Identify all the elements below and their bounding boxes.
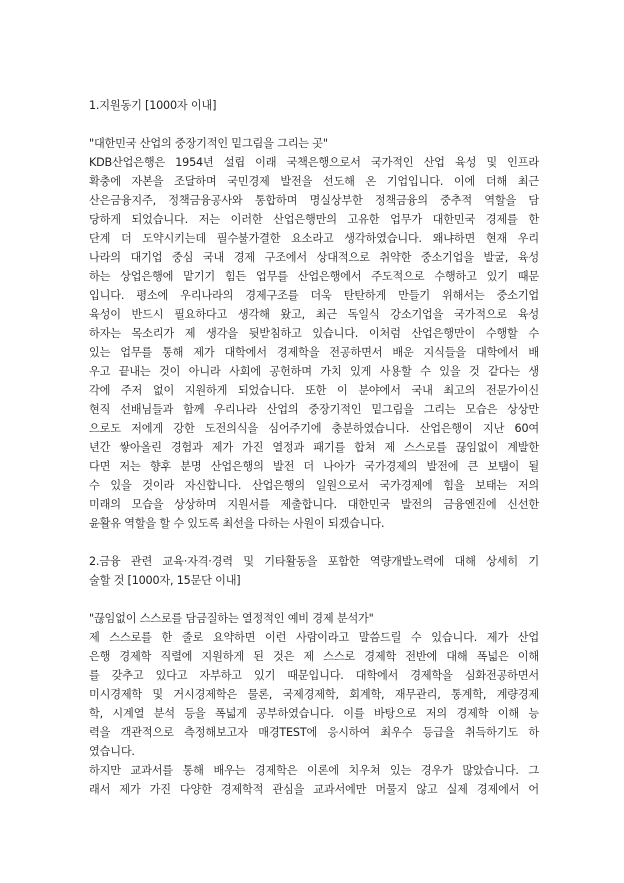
section2-heading: 술할 것 [1000자, 15문단 이내]: [89, 574, 241, 587]
paragraph-line: 윤활유 역할을 할 수 있도록 최선을 다하는 사원이 되겠습니다.: [89, 517, 385, 530]
section1-paragraph: [89, 153, 539, 533]
section2-heading: 2.금융 관련 교육·자격·경력 및 기타활동을 포함한 역량개발노력에 대해 상세히 기: [89, 555, 539, 568]
paragraph-line: 제 스스로를 한 줄로 요약하면 이런 사람이라고 말씀드릴 수 있습니다. 제가 산업: [89, 631, 539, 644]
section2-paragraph-1: [89, 628, 539, 761]
paragraph-line: 으로도 저에게 강한 도전의식을 심어주기에 충분하였습니다. 산업은행이 지난 60여: [89, 422, 539, 435]
paragraph-line: 확충에 자본을 조달하며 국민경제 발전을 선도해 온 기업입니다. 이에 더해 최근: [89, 175, 539, 188]
paragraph-line: 나라의 대기업 중심 국내 경제 구조에서 상대적으로 취약한 중소기업을 발굴, 육성: [89, 251, 539, 264]
paragraph-line: 학, 시계열 분석 등을 폭넓게 공부하였습니다. 이를 바탕으로 저의 경제학 이해 능: [89, 707, 539, 720]
paragraph-line: 있는 업무를 통해 제가 대학에서 경제학을 전공하면서 배운 지식들을 대학에서 배: [89, 346, 539, 359]
paragraph-line: KDB산업은행은 1954년 설립 이래 국책은행으로서 국가적인 산업 육성 및 인프라: [89, 156, 539, 169]
spacer: [89, 590, 539, 609]
section1-heading: 1.지원동기 [1000자 이내]: [89, 99, 217, 112]
paragraph-line: 를 갖추고 있다고 자부하고 있기 때문입니다. 대학에서 경제학을 심화전공하면서: [89, 669, 539, 682]
paragraph-line: 하지만 교과서를 통해 배우는 경제학은 이론에 치우쳐 있는 경우가 많았습니다. 그: [89, 764, 539, 777]
document-body: [89, 96, 539, 799]
paragraph-line: 입니다. 평소에 우리나라의 경제구조를 더욱 탄탄하게 만들기 위해서는 중소기업: [89, 289, 539, 302]
paragraph-line: 우고 끝내는 것이 아니라 사회에 공헌하며 가치 있게 사용할 수 있을 것 같다는 생: [89, 365, 539, 378]
paragraph-line: 미시경제학 및 거시경제학은 물론, 국제경제학, 회계학, 재무관리, 통계학, 계량경제: [89, 688, 539, 701]
paragraph-line: 단계 더 도약시키는데 필수불가결한 요소라고 생각하였습니다. 왜냐하면 현재 우리: [89, 232, 539, 245]
section2-paragraph-2: [89, 761, 539, 799]
paragraph-line: 현직 선배님들과 함께 우리나라 산업의 중장기적인 밑그림을 그리는 모습은 상상만: [89, 403, 539, 416]
paragraph-line: 였습니다.: [89, 745, 135, 758]
paragraph-line: 당하게 되었습니다. 저는 이러한 산업은행만의 고유한 업무가 대한민국 경제를 한: [89, 213, 539, 226]
paragraph-line: 력을 객관적으로 측정해보고자 매경TEST에 응시하여 최우수 등급을 취득하기도 하: [89, 726, 539, 739]
paragraph-line: 은행 경제학 직렬에 지원하게 된 것은 제 스스로 경제학 전반에 대해 폭넓은 이해: [89, 650, 539, 663]
paragraph-line: 래서 제가 가진 다양한 경제학적 관심을 교과서에만 머물지 않고 실제 경제에서 어: [89, 783, 539, 796]
paragraph-line: 육성이 반드시 필요하다고 생각해 왔고, 최근 독일식 강소기업을 국가적으로 육성: [89, 308, 539, 321]
paragraph-line: 하는 상업은행에 맡기기 힘든 업무를 산업은행에서 주도적으로 수행하고 있기 때문: [89, 270, 539, 283]
paragraph-line: 수 있을 것이라 자신합니다. 산업은행의 일원으로서 국가경제에 힘을 보태는 저의: [89, 479, 539, 492]
paragraph-line: 각에 주저 없이 지원하게 되었습니다. 또한 이 분야에서 국내 최고의 전문가이신: [89, 384, 539, 397]
section2-quote: "끊임없이 스스로를 담금질하는 열정적인 예비 경제 분석가": [89, 612, 374, 625]
spacer: [89, 115, 539, 134]
section1-quote: "대한민국 산업의 중장기적인 밑그림을 그리는 곳": [89, 137, 328, 150]
paragraph-line: 하자는 목소리가 제 생각을 뒷받침하고 있습니다. 이처럼 산업은행만이 수행할 수: [89, 327, 539, 340]
paragraph-line: 미래의 모습을 상상하며 지원서를 제출합니다. 대한민국 발전의 금융엔진에 신선한: [89, 498, 539, 511]
paragraph-line: 산은금융지주, 정책금융공사와 통합하며 명실상부한 정책금융의 중추적 역할을 담: [89, 194, 539, 207]
paragraph-line: 년간 쌓아올린 경험과 제가 가진 열정과 패기를 합쳐 제 스스로를 끊임없이 계발한: [89, 441, 539, 454]
paragraph-line: 다면 저는 향후 분명 산업은행의 발전 더 나아가 국가경제의 발전에 큰 보탬이 될: [89, 460, 539, 473]
spacer: [89, 533, 539, 552]
